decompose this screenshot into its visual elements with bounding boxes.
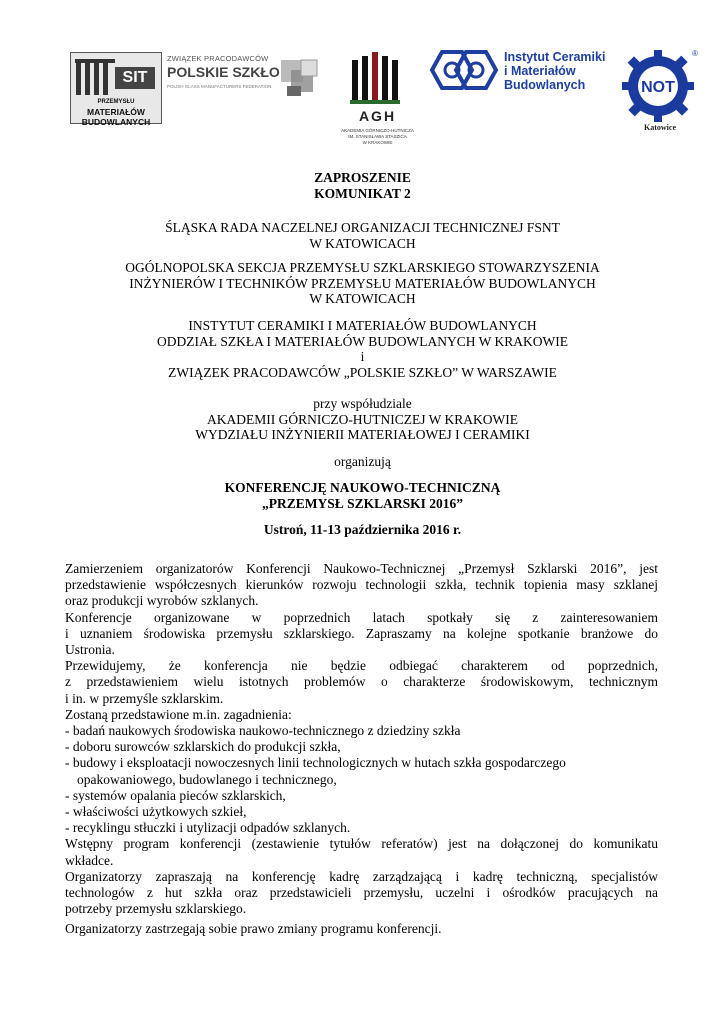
sit-logo <box>70 52 162 127</box>
organizer-icimb <box>0 318 725 380</box>
sit-caption-line: BUDOWLANYCH <box>81 117 151 127</box>
body-line: wkładce. <box>65 852 114 868</box>
body-line: i in. w przemyśle szklarskim. <box>65 690 224 706</box>
body-line: i uznaniem środowiska przemysłu szklarskiego. Zapraszamy na kolejne spotkanie branżowe do <box>65 625 658 641</box>
not-logo <box>622 48 698 138</box>
topic-item: - właściwości użytkowych szkieł, <box>65 804 247 820</box>
org-line: i <box>360 349 365 364</box>
sit-caption <box>71 97 161 127</box>
topic-item: opakowaniowego, budowlanego i technicznego, <box>77 771 337 787</box>
svg-text:®: ® <box>692 49 698 58</box>
topic-item: - recyklingu stłuczki i utylizacji odpadów szklanych. <box>65 820 351 836</box>
ps-main-text: POLSKIE SZKŁO <box>167 64 280 80</box>
body-line: przedstawienie współczesnych kierunków rozwoju technologii szkła, technik topienia masy szklanej <box>65 577 658 593</box>
body-line: z przedstawieniem wielu istotnych problemów o charakterze środowiskowym, technicznym <box>65 674 658 690</box>
ps-top-text: ZWIĄZEK PRACODAWCÓW <box>167 54 269 63</box>
conference-title <box>0 480 725 511</box>
organize-verb: organizują <box>334 454 391 469</box>
org-line: W KATOWICACH <box>309 291 416 306</box>
agh-sub-line: AKADEMIA GÓRNICZO-HUTNICZA <box>341 128 414 133</box>
agh-name: AGH <box>358 108 397 124</box>
icimb-line: Budowlanych <box>504 78 586 92</box>
topic-item: - badań naukowych środowiska naukowo-technicznego z dziedziny szkła <box>65 723 461 739</box>
agh-emblem-icon <box>330 52 425 108</box>
agh-subtitle <box>330 128 425 146</box>
org-line: ODDZIAŁ SZKŁA I MATERIAŁÓW BUDOWLANYCH W KRAKOWIE <box>157 333 568 349</box>
org-line: INŻYNIERÓW I TECHNIKÓW PRZEMYSŁU MATERIAŁÓW BUDOWLANYCH <box>129 275 596 291</box>
sit-arches-icon <box>73 55 117 99</box>
icimb-line: i Materiałów <box>504 64 576 78</box>
not-mark: NOT <box>641 79 675 96</box>
sit-caption-line: PRZEMYSŁU <box>97 99 135 105</box>
body-line: Wstępny program konferencji (zestawienie tytułów referatów) jest na dołączonej do komunikatu <box>65 836 658 852</box>
ps-sub-text: POLISH GLASS MANUFACTURERS FEDERATION <box>167 84 272 89</box>
org-line: ZWIĄZEK PRACODAWCÓW „POLSKIE SZKŁO” W WARSZAWIE <box>168 364 557 380</box>
body-line: Konferencje organizowane w poprzednich latach spotkały się z zainteresowaniem <box>65 609 658 625</box>
icimb-emblem-icon <box>428 50 502 94</box>
coop-line: AKADEMII GÓRNICZO-HUTNICZEJ W KRAKOWIE <box>206 411 519 427</box>
body-line: potrzeby przemysłu szklarskiego. <box>65 901 247 917</box>
polskie-szklo-logo <box>167 54 327 104</box>
glass-squares-icon <box>277 54 325 102</box>
body-line: Zamierzeniem organizatorów Konferencji Naukowo-Technicznej „Przemysł Szklarski 2016”, jest <box>65 561 658 576</box>
sit-caption-line: MATERIAŁÓW <box>87 107 145 117</box>
closing-line: Organizatorzy zastrzegają sobie prawo zmiany programu konferencji. <box>65 921 442 937</box>
org-line: INSTYTUT CERAMIKI I MATERIAŁÓW BUDOWLANYCH <box>188 318 537 333</box>
co-organizer <box>0 396 725 443</box>
organizer-sitpmb <box>0 260 725 307</box>
not-gear-icon <box>622 48 698 124</box>
body-line: oraz produkcji wyrobów szklanych. <box>65 593 259 609</box>
agh-sub-line: W KRAKOWIE <box>362 140 393 145</box>
body-content <box>65 561 658 938</box>
body-line: Przewidujemy, że konferencja nie będzie odbiegać charakterem od poprzednich, <box>65 658 658 674</box>
body-line: Ustronia. <box>65 642 115 658</box>
agh-sub-line: IM. STANISŁAWA STASZICA <box>348 134 407 139</box>
org-line: W KATOWICACH <box>309 235 416 251</box>
body-line: technologów z hut szkła oraz przedstawicieli przemysłu, uczelni i ośrodków pracujących na <box>65 885 658 901</box>
title-communique: KOMUNIKAT 2 <box>314 185 411 201</box>
body-line: Organizatorzy zapraszają na konferencję kadrę zarządzającą i kadrę techniczną, specjalistów <box>65 868 658 884</box>
org-line: OGÓLNOPOLSKA SEKCJA PRZEMYSŁU SZKLARSKIEGO STOWARZYSZENIA <box>125 260 600 275</box>
conference-place-date: Ustroń, 11-13 października 2016 r. <box>263 522 462 537</box>
conference-name: KONFERENCJĘ NAUKOWO-TECHNICZNĄ <box>224 480 501 495</box>
agh-logo <box>330 52 425 152</box>
logo-bar <box>0 0 725 160</box>
coop-line: przy współudziale <box>313 396 412 411</box>
sit-mark: SIT <box>115 67 155 89</box>
topic-item: - budowy i eksploatacji nowoczesnych linii technologicznych w hutach szkła gospodarczego <box>65 755 566 771</box>
title-invitation: ZAPROSZENIE <box>314 170 411 185</box>
icimb-line: Instytut Ceramiki <box>504 50 606 64</box>
topics-intro: Zostaną przedstawione m.in. zagadnienia: <box>65 706 292 722</box>
icimb-logo <box>428 48 628 98</box>
title-block <box>0 170 725 201</box>
topic-item: - doboru surowców szklarskich do produkcji szkła, <box>65 739 341 755</box>
coop-line: WYDZIAŁU INŻYNIERII MATERIAŁOWEJ I CERAMIKI <box>195 427 530 442</box>
organizer-fsnt <box>0 220 725 251</box>
conference-subtitle: „PRZEMYSŁ SZKLARSKI 2016” <box>261 495 464 511</box>
org-line: ŚLĄSKA RADA NACZELNEJ ORGANIZACJI TECHNICZNEJ FSNT <box>165 220 560 235</box>
icimb-name <box>504 50 605 92</box>
not-caption: Katowice <box>644 123 676 132</box>
topic-item: - systemów opalania pieców szklarskich, <box>65 787 286 803</box>
